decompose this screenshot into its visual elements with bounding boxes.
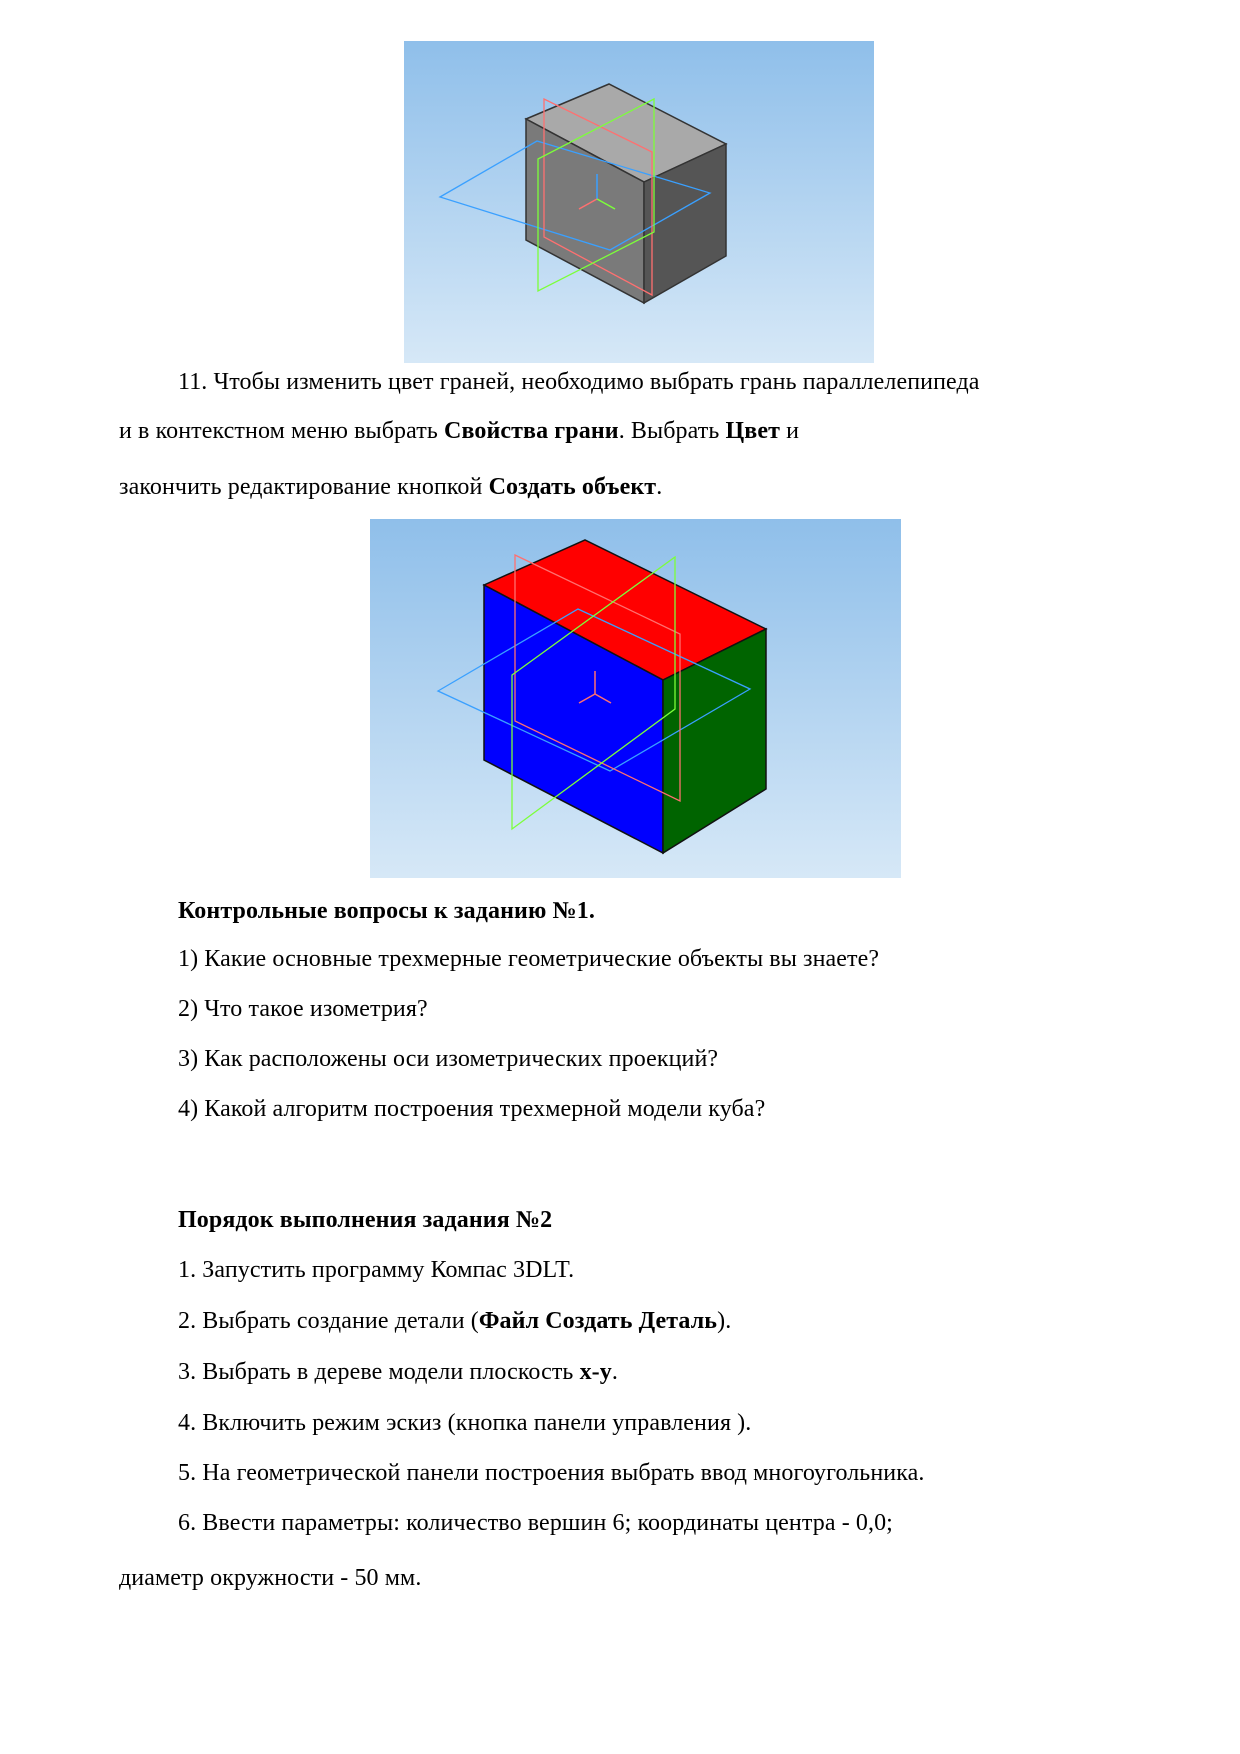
task2-step4: 4. Включить режим эскиз (кнопка панели управления ). [178, 1410, 752, 1436]
step11-line2: и в контекстном меню выбрать Свойства грани. Выбрать Цвет и [119, 418, 800, 444]
task2-step6-line2: диаметр окружности - 50 мм. [119, 1565, 422, 1591]
task2-step6-line1: 6. Ввести параметры: количество вершин 6; координаты центра - 0,0; [178, 1510, 893, 1536]
question-4: 4) Какой алгоритм построения трехмерной модели куба? [178, 1096, 766, 1122]
figure-grey-box [404, 41, 874, 363]
question-3: 3) Как расположены оси изометрических проекций? [178, 1046, 719, 1072]
questions-title: Контрольные вопросы к заданию №1. [178, 898, 595, 924]
question-1: 1) Какие основные трехмерные геометрические объекты вы знаете? [178, 946, 880, 972]
task2-title: Порядок выполнения задания №2 [178, 1207, 553, 1233]
task2-step1: 1. Запустить программу Компас 3DLT. [178, 1257, 575, 1283]
task2-step2: 2. Выбрать создание детали (Файл Создать Деталь). [178, 1308, 732, 1334]
figure-colored-box [370, 519, 901, 878]
task2-step5: 5. На геометрической панели построения выбрать ввод многоугольника. [178, 1460, 925, 1486]
step11-line1: 11. Чтобы изменить цвет граней, необходимо выбрать грань параллелепипеда [178, 369, 980, 395]
task2-step3: 3. Выбрать в дереве модели плоскость x-y. [178, 1359, 618, 1385]
step11-line3: закончить редактирование кнопкой Создать объект. [119, 474, 663, 500]
question-2: 2) Что такое изометрия? [178, 996, 428, 1022]
